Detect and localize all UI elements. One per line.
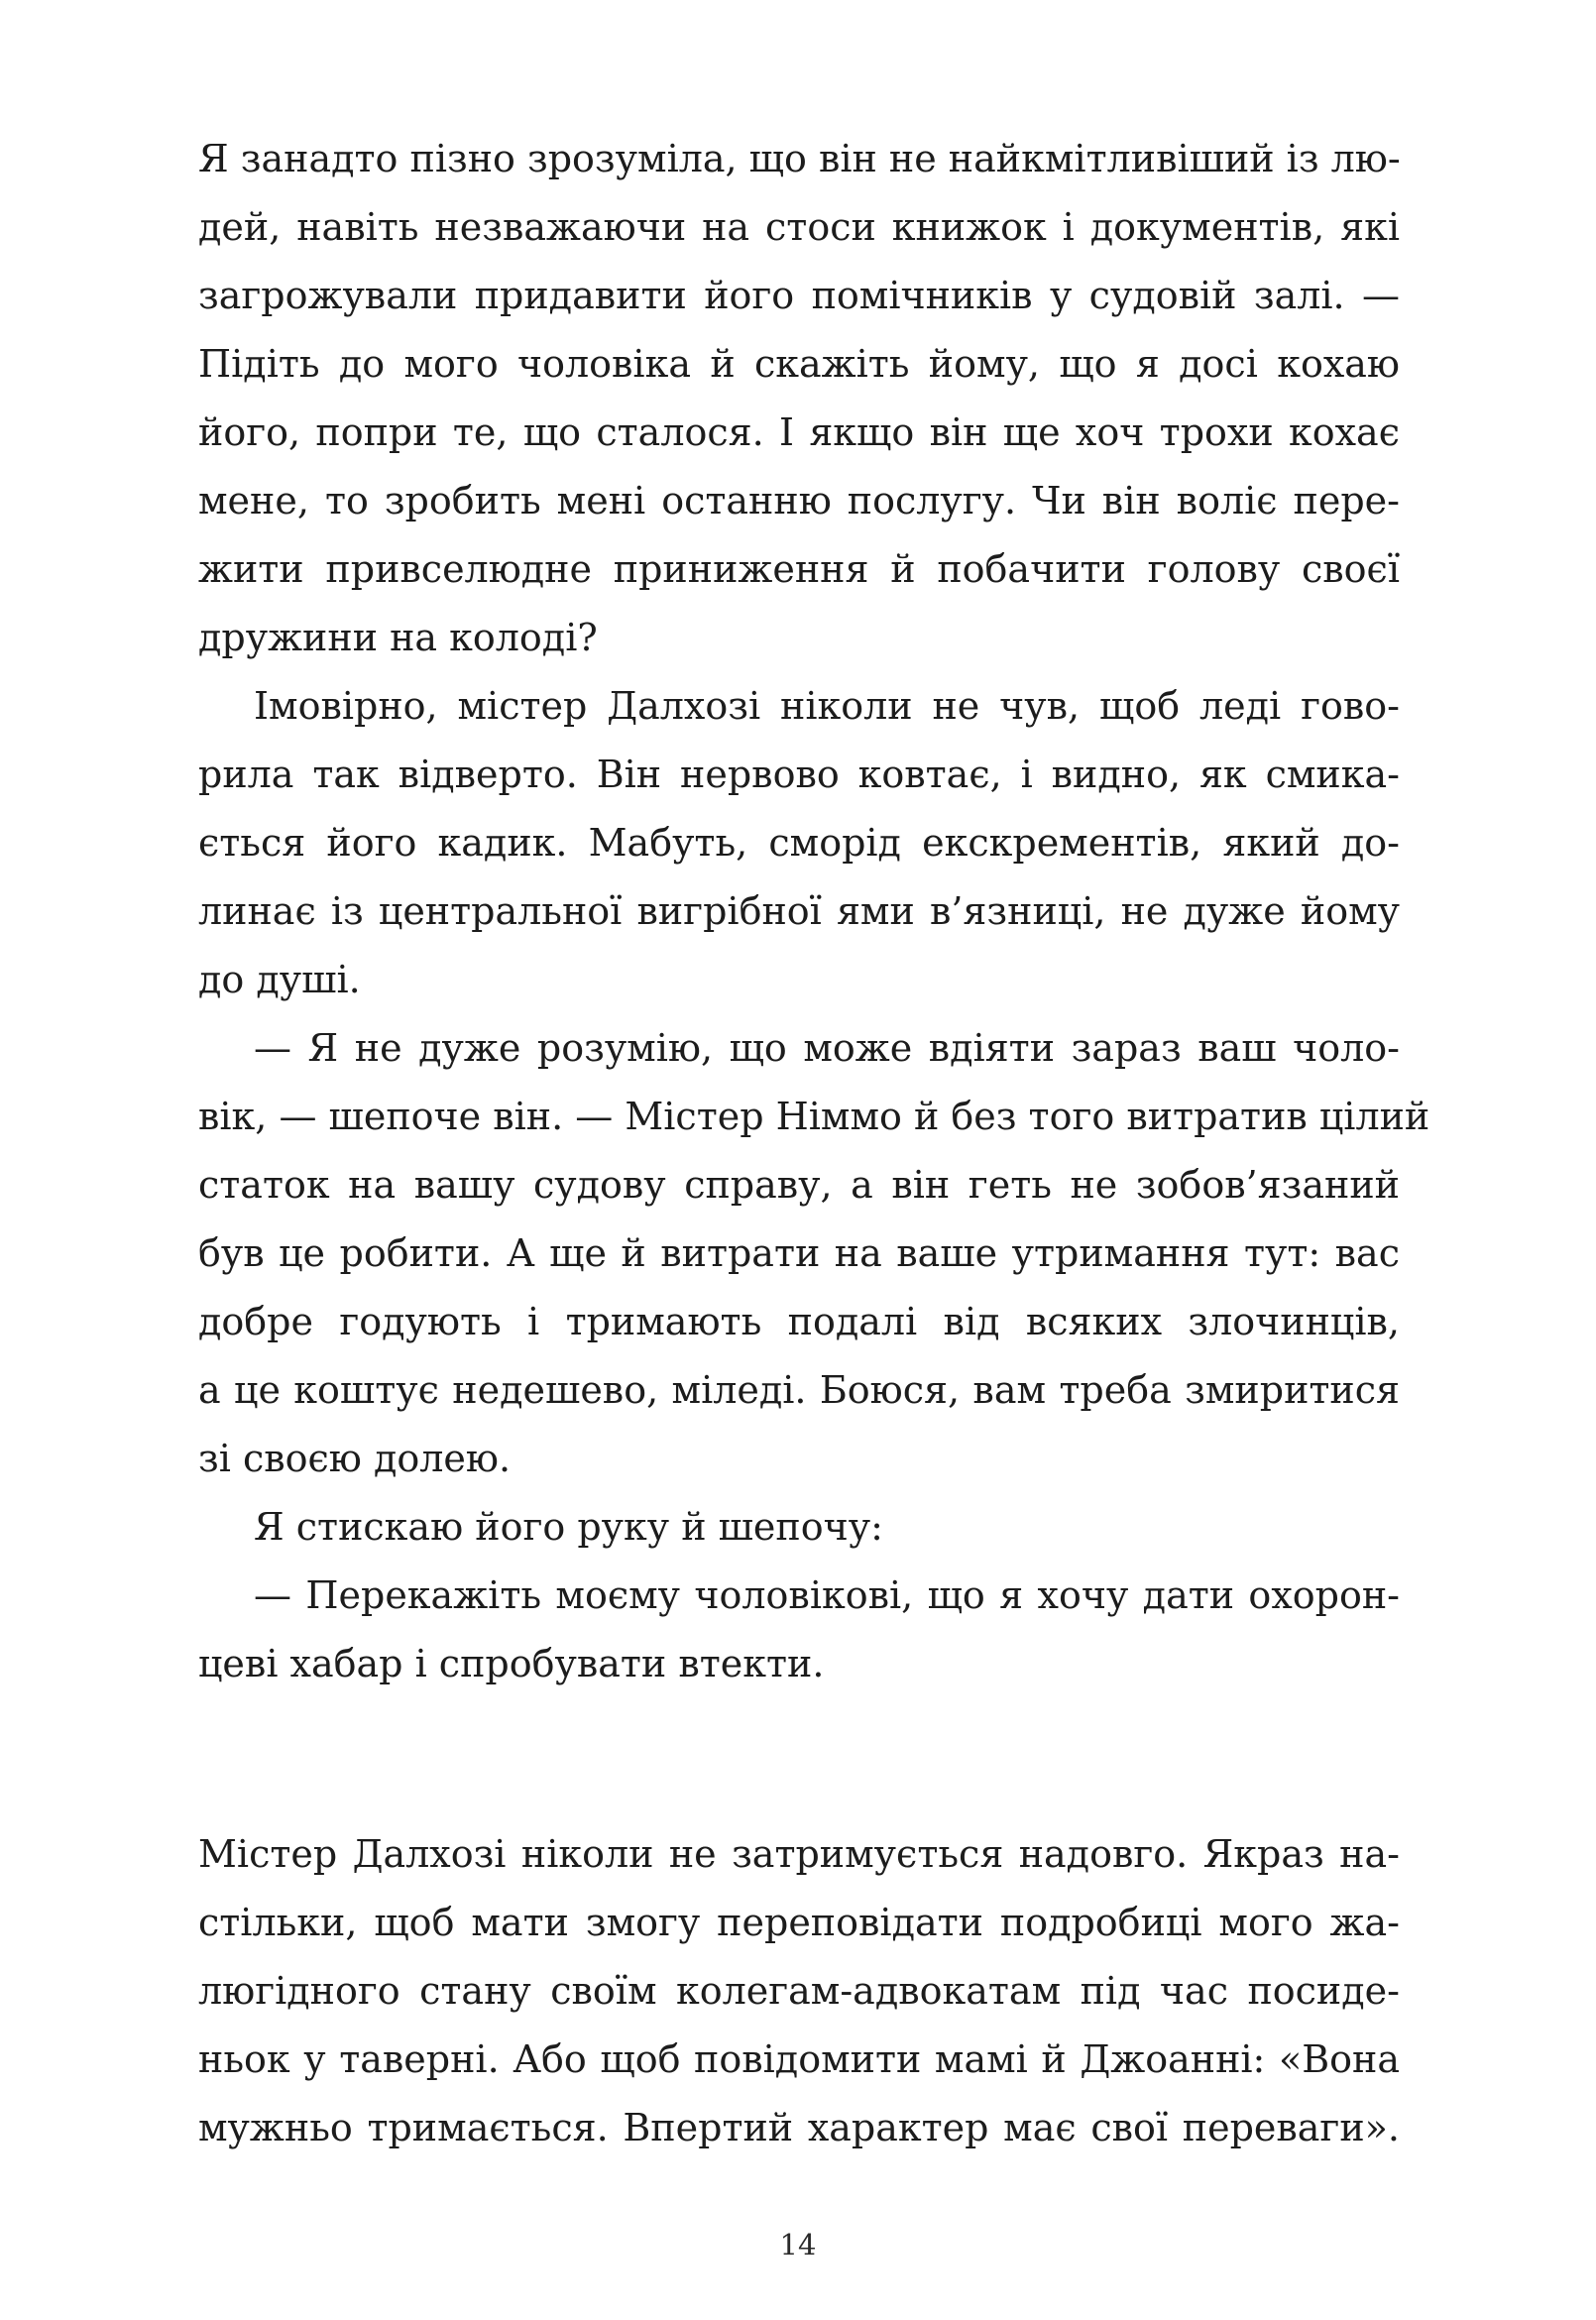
text-line: статок на вашу судову справу, а він геть не зобов’язаний <box>198 1163 1400 1207</box>
text-line: зі своєю долею. <box>198 1437 512 1480</box>
text-line: линає із центральної вигрібної ями в’язниці, не дуже йому <box>198 889 1400 933</box>
text-line: був це робити. А ще й витрати на ваше утримання тут: вас <box>198 1231 1400 1275</box>
paragraph-5 <box>198 1562 1400 1698</box>
page-number: 14 <box>779 2228 817 2262</box>
text-line: ється його кадик. Мабуть, сморід екскрементів, який до- <box>198 821 1400 865</box>
paragraph-2 <box>198 672 1400 1014</box>
paragraph-3 <box>198 1014 1430 1493</box>
text-line: — Перекажіть моєму чоловікові, що я хочу дати охорон- <box>254 1573 1400 1617</box>
text-line: стільки, щоб мати змогу переповідати подробиці мого жа- <box>198 1901 1400 1944</box>
text-line: — Я не дуже розумію, що може вдіяти зараз ваш чоло- <box>254 1026 1400 1070</box>
text-line: Підіть до мого чоловіка й скажіть йому, що я досі кохаю <box>198 342 1400 386</box>
text-line: Містер Далхозі ніколи не затримується надовго. Якраз на- <box>198 1832 1400 1876</box>
text-line: а це коштує недешево, міледі. Боюся, вам треба змиритися <box>198 1368 1400 1412</box>
text-line: добре годують і тримають подалі від всяких злочинців, <box>198 1300 1400 1343</box>
text-line: його, попри те, що сталося. І якщо він ще хоч трохи кохає <box>198 410 1400 454</box>
text-section-after-break <box>198 1820 1400 2162</box>
paragraph-4 <box>198 1493 1400 1562</box>
text-line: до душі. <box>198 958 361 1001</box>
paragraph-1 <box>198 125 1400 672</box>
text-line: дей, навіть незважаючи на стоси книжок і документів, які <box>198 205 1400 249</box>
text-line: мене, то зробить мені останню послугу. Чи він воліє пере- <box>198 479 1400 522</box>
text-section-main <box>198 125 1430 1698</box>
paragraph-6 <box>198 1820 1400 2162</box>
text-line: ньок у таверні. Або щоб повідомити мамі й Джоанні: «Вона <box>198 2037 1400 2081</box>
text-line: Я занадто пізно зрозуміла, що він не найкмітливіший із лю- <box>198 137 1401 180</box>
text-line: мужньо тримається. Впертий характер має свої переваги». <box>198 2106 1400 2149</box>
text-line: загрожували придавити його помічників у судовій залі. — <box>198 274 1400 317</box>
text-line: жити привселюдне приниження й побачити голову своєї <box>198 547 1400 591</box>
text-line: рила так відверто. Він нервово ковтає, і видно, як смика- <box>198 753 1400 796</box>
text-line: Імовірно, містер Далхозі ніколи не чув, щоб леді гово- <box>254 684 1400 728</box>
text-line: вік, — шепоче він. — Містер Німмо й без того витратив цілий <box>198 1095 1430 1138</box>
text-line: дружини на колоді? <box>198 616 598 659</box>
text-line: Я стискаю його руку й шепочу: <box>254 1505 883 1549</box>
text-line: люгідного стану своїм колегам-адвокатам під час посиде- <box>198 1969 1400 2013</box>
text-line: цеві хабар і спробувати втекти. <box>198 1642 825 1685</box>
